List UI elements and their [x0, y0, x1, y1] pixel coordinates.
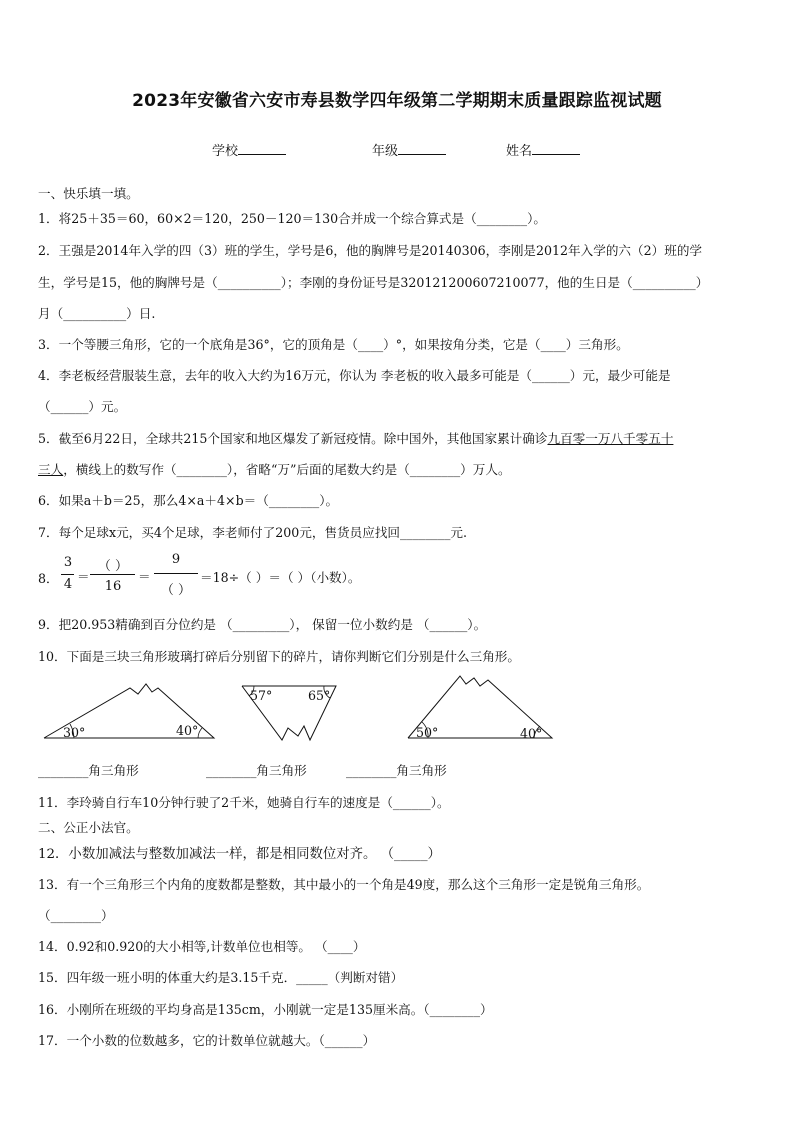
question-5-line-1: [38, 428, 673, 447]
fraction-1-bar: [61, 574, 74, 575]
grade-field: [372, 140, 446, 159]
fraction-2-numerator: （ ）: [97, 559, 129, 574]
name-label: 姓名: [506, 144, 533, 159]
question-1: 1．将25＋35＝60，60×2＝120，250－120＝130合并成一个综合算式是（________）。: [38, 211, 546, 226]
fraction-1-denominator: 4: [63, 577, 73, 592]
question-5-line-2: [38, 459, 511, 478]
triangle-2-angle-a: 57°: [250, 688, 273, 703]
question-8-number: 8．: [38, 571, 59, 586]
section-1-heading: 一、快乐填一填。: [38, 186, 139, 201]
school-label: 学校: [212, 144, 239, 159]
grade-blank[interactable]: [398, 142, 446, 155]
question-2-line-3: 月（__________）日.: [38, 306, 156, 321]
fraction-1-numerator: 3: [63, 555, 73, 570]
fraction-3-denominator: （ ）: [160, 583, 192, 598]
question-6: 6．如果a＋b＝25，那么4×a＋4×b＝（________）。: [38, 493, 339, 508]
question-10: 10．下面是三块三角形玻璃打碎后分别留下的碎片，请你判断它们分别是什么三角形。: [38, 649, 520, 664]
triangle-3-answer: ________角三角形: [346, 763, 447, 778]
question-16: 16．小刚所在班级的平均身高是135cm，小刚就一定是135厘米高。（________）: [38, 1002, 493, 1017]
question-4-line-1: 4．李老板经营服装生意，去年的收入大约为16万元，你认为 李老板的收入最多可能是（______）元，最少可能是: [38, 368, 671, 383]
triangle-1-angle-b: 40°: [176, 723, 199, 738]
fraction-3-bar: [154, 573, 198, 574]
school-field: [212, 140, 286, 159]
fraction-2-bar: [90, 574, 135, 575]
page-title: 2023年安徽省六安市寿县数学四年级第二学期期末质量跟踪监视试题: [132, 91, 662, 111]
triangle-3-angle-b: 40°: [520, 726, 543, 741]
question-5-text: 5．截至6月22日，全球共215个国家和地区爆发了新冠疫情。除中国外，其他国家累计确诊: [38, 431, 548, 446]
fraction-equals-2: ＝: [138, 569, 151, 584]
fraction-equals-1: ＝: [77, 569, 90, 584]
question-7: 7．每个足球x元，买4个足球，李老师付了200元，售货员应找回________元.: [38, 525, 467, 540]
question-17: 17．一个小数的位数越多，它的计数单位就越大。（______）: [38, 1033, 376, 1048]
question-14: 14．0.92和0.920的大小相等,计数单位也相等。 （____）: [38, 939, 366, 954]
question-13-line-2: （________）: [38, 908, 114, 923]
question-8-tail: ＝18÷（ ）＝（ ）（小数）。: [200, 570, 361, 585]
fraction-2-denominator: 16: [104, 579, 122, 594]
question-13-line-1: 13．有一个三角形三个内角的度数都是整数，其中最小的一个角是49度，那么这个三角形一定是锐角三角形。: [38, 877, 650, 892]
school-blank[interactable]: [238, 142, 286, 155]
question-5-text-2: ，横线上的数写作（________），省略“万”后面的尾数大约是（________）万人。: [63, 462, 511, 477]
question-2-line-1: 2．王强是2014年入学的四（3）班的学生，学号是6，他的胸牌号是20140306，李刚是2012年入学的六（2）班的学: [38, 243, 703, 258]
question-15: 15．四年级一班小明的体重大约是3.15千克．_____（判断对错）: [38, 970, 404, 985]
section-2-heading: 二、公正小法官。: [38, 820, 139, 835]
triangle-2-angle-b: 65°: [308, 688, 331, 703]
triangle-3-angle-a: 50°: [416, 725, 439, 740]
question-4-line-2: （______）元。: [38, 399, 127, 414]
name-field: [506, 140, 580, 159]
question-12: 12．小数加减法与整数加减法一样，都是相同数位对齐。 （_____）: [38, 847, 441, 862]
triangle-1-answer: ________角三角形: [38, 763, 139, 778]
question-2-line-2: 生，学号是15，他的胸牌号是（__________）；李刚的身份证号是320121200607210077，他的生日是（__________）: [38, 275, 709, 290]
triangle-1-angle-a: 30°: [63, 725, 86, 740]
fraction-3-numerator: 9: [171, 552, 181, 567]
question-5-underlined-tail: 三人: [38, 462, 64, 477]
question-5-underlined-number: 九百零一万八千零五十: [547, 431, 674, 446]
question-11: 11．李玲骑自行车10分钟行驶了2千米，她骑自行车的速度是（______）。: [38, 795, 450, 810]
question-3: 3．一个等腰三角形，它的一个底角是36°，它的顶角是（____）°，如果按角分类，它是（____）三角形。: [38, 337, 629, 352]
grade-label: 年级: [372, 144, 399, 159]
name-blank[interactable]: [532, 142, 580, 155]
question-9: 9．把20.953精确到百分位约是 （_________）， 保留一位小数约是 （______）。: [38, 617, 487, 632]
triangle-2-answer: ________角三角形: [206, 763, 307, 778]
